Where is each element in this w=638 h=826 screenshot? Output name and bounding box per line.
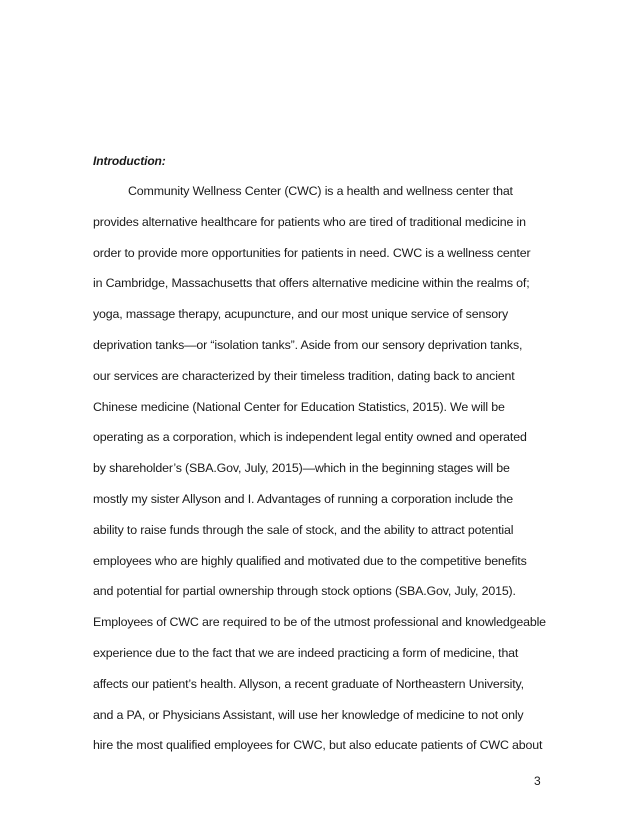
text-line: provides alternative healthcare for patients who are tired of traditional medicine in — [93, 214, 526, 229]
page-number: 3 — [534, 774, 541, 788]
text-line: Employees of CWC are required to be of the utmost professional and knowledgeable — [93, 615, 546, 630]
text-line: and a PA, or Physicians Assistant, will use her knowledge of medicine to not only — [93, 707, 524, 722]
text-line: deprivation tanks—or “isolation tanks”. Aside from our sensory deprivation tanks, — [93, 337, 523, 352]
text-line: yoga, massage therapy, acupuncture, and our most unique service of sensory — [93, 307, 509, 322]
text-line: mostly my sister Allyson and I. Advantages of running a corporation include the — [93, 491, 513, 506]
text-line: employees who are highly qualified and motivated due to the competitive benefits — [93, 553, 527, 568]
section-heading: Introduction: — [93, 154, 166, 168]
text-line: order to provide more opportunities for patients in need. CWC is a wellness center — [93, 245, 531, 260]
text-line: by shareholder’s (SBA.Gov, July, 2015)—which in the beginning stages will be — [93, 461, 510, 476]
text-line: ability to raise funds through the sale of stock, and the ability to attract potential — [93, 522, 514, 537]
text-line: our services are characterized by their timeless tradition, dating back to ancient — [93, 368, 515, 383]
text-line: experience due to the fact that we are indeed practicing a form of medicine, that — [93, 645, 519, 660]
text-line: affects our patient’s health. Allyson, a recent graduate of Northeastern University, — [93, 676, 524, 691]
text-line: hire the most qualified employees for CWC, but also educate patients of CWC about — [93, 738, 543, 753]
body-paragraph — [93, 176, 553, 761]
text-line: operating as a corporation, which is independent legal entity owned and operated — [93, 430, 527, 445]
text-line: in Cambridge, Massachusetts that offers alternative medicine within the realms of; — [93, 276, 530, 291]
text-line: Chinese medicine (National Center for Education Statistics, 2015). We will be — [93, 399, 505, 414]
text-line: and potential for partial ownership through stock options (SBA.Gov, July, 2015). — [93, 584, 516, 599]
text-line: Community Wellness Center (CWC) is a health and wellness center that — [128, 184, 513, 198]
